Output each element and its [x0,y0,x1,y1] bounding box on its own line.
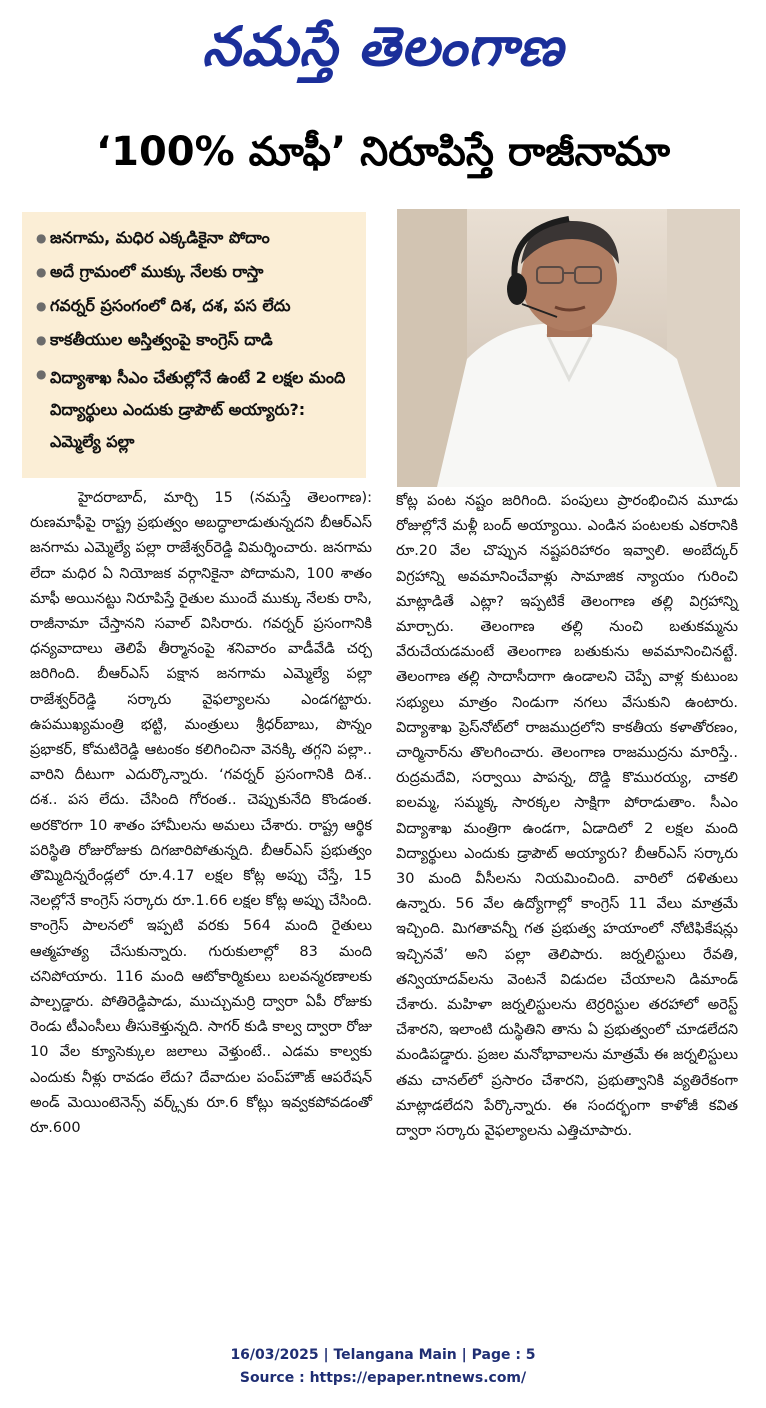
headline [0,112,766,192]
highlight-text: అదే గ్రామంలో ముక్కు నేలకు రాస్తా [50,262,264,281]
highlight-text: కాకతీయుల అస్తిత్వంపై కాంగ్రెస్ దాడి [50,330,273,349]
bullet-icon: ● [36,367,47,381]
highlight-text: విద్యాశాఖ సీఎం చేతుల్లోనే ఉంటే 2 లక్షల మంది విద్యార్థులు ఎందుకు డ్రాపౌట్ అయ్యారు?: ఎమ్మెల్యే పల్లా [50,368,346,451]
article-body-left: హైదరాబాద్, మార్చి 15 (నమస్తే తెలంగాణ): రుణమాఫీపై రాష్ట్ర ప్రభుత్వం అబద్ధాలాడుతున్నదని బీఆర్ఎస్ జనగామ ఎమ్మెల్యే పల్లా రాజేశ్వర్‌రెడ్డి విమర్శించారు. జనగామ లేదా మధిర ఏ నియోజక వర్గానికైనా పోదామని, 100 శాతం మాఫీ అయినట్టు నిరూపిస్తే రైతుల ముందే ముక్కు నేలకు రాసి, రాజీనామా చేస్తానని సవాల్ విసిరారు. గవర్నర్ ప్రసంగానికి ధన్యవాదాలు తెలిపే తీర్మానంపై శనివారం వాడీవేడి చర్చ జరిగింది. బీఆర్ఎస్ పక్షాన జనగామ ఎమ్మెల్యే పల్లా రాజేశ్వర్‌రెడ్డి సర్కారు వైఫల్యాలను ఎండగట్టారు. ఉపముఖ్యమంత్రి భట్టి, మంత్రులు శ్రీధర్‌బాబు, పొన్నం ప్రభాకర్, కోమటిరెడ్డి ఆటంకం కలిగించినా వెనక్కి తగ్గని పల్లా.. వారిని దీటుగా ఎదుర్కొన్నారు. ‘గవర్నర్ ప్రసంగానికి దిశ.. దశ.. పస లేదు. చేసింది గోరంత.. చెప్పుకునేది కొండంత. అరకొరగా 10 శాతం హామీలను అమలు చేశారు. రాష్ట్ర ఆర్థిక పరిస్థితి రోజురోజుకు దిగజారిపోతున్నది. బీఆర్ఎస్ ప్రభుత్వం తొమ్మిదిన్నరేండ్లలో రూ.4.17 లక్షల కోట్ల అప్పు చేస్తే, 15 నెలల్లోనే కాంగ్రెస్ సర్కారు రూ.1.66 లక్షల కోట్ల అప్పు చేసింది. కాంగ్రెస్ పాలనలో ఇప్పటి వరకు 564 మంది రైతులు ఆత్మహత్య చేసుకున్నారు. గురుకులాల్లో 83 మంది చనిపోయారు. 116 మంది ఆటోకార్మికులు బలవన్మరణాలకు పాల్పడ్డారు. పోతిరెడ్డిపాడు, ముచ్చుమర్రి ద్వారా ఏపీ రోజుకు రెండు టీఎంసీలు తీసుకెళ్తున్నది. సాగర్ కుడి కాల్వ ద్వారా రోజు 10 వేల క్యూసెక్కుల జలాలు వెళ్తుంటే.. ఎడమ కాల్వకు ఎందుకు నీళ్లు రావడం లేదు? దేవాదుల పంప్‌హౌజ్ ఆపరేషన్ అండ్ మెయింటెనెన్స్ వర్క్స్‌కు రూ.6 కోట్లు ఇవ్వకపోవడంతో రూ.600 [30,490,372,1137]
highlight-item [36,260,358,284]
masthead [0,8,766,84]
speaker-photo [397,209,740,487]
masthead-title: నమస్తే తెలంగాణ [202,14,564,78]
speaker-photo-illustration [397,209,740,487]
bullet-icon: ● [36,265,47,279]
highlight-item [36,362,358,458]
highlight-text: గవర్నర్ ప్రసంగంలో దిశ, దశ, పస లేదు [50,296,291,315]
headline-text: ‘100% మాఫీ’ నిరూపిస్తే రాజీనామా [95,129,671,175]
highlight-text: జనగామ, మధిర ఎక్కడికైనా పోదాం [50,228,270,247]
bullet-icon: ● [36,231,47,245]
highlight-item [36,226,358,250]
highlights-box [22,212,366,478]
footer-source-line: Source : https://epaper.ntnews.com/ [239,1370,527,1386]
article-body-right: కోట్ల పంట నష్టం జరిగింది. పంపులు ప్రారంభించిన మూడు రోజుల్లోనే మళ్లీ బంద్ అయ్యాయి. ఎండిన పంటలకు ఎకరానికి రూ.20 వేల చొప్పున నష్టపరిహారం ఇవ్వాలి. అంబేద్కర్ విగ్రహాన్ని అవమానించేవాళ్లు సామాజిక న్యాయం గురించి మాట్లాడితే ఎట్లా? ఇప్పటికే తెలంగాణ తల్లి విగ్రహాన్ని మార్చారు. తెలంగాణ తల్లి నుంచి బతుకమ్మను వేరుచేయడమంటే తెలంగాణ బతుకును అవమానించినట్టే. తెలంగాణ తల్లి సాదాసీదాగా ఉండాలని చెప్పే వాళ్ల కుటుంబ సభ్యులు మాత్రం నిండుగా నగలు వేసుకుని ఉంటారు. విద్యాశాఖ ప్రెస్‌నోట్‌లో రాజముద్రలోని కాకతీయ కళాతోరణం, చార్మినార్‌ను తొలగించారు. తెలంగాణ రాజముద్రను మారిస్తే.. రుద్రమదేవి, సర్వాయి పాపన్న, దొడ్డి కొమురయ్య, చాకలి ఐలమ్మ, సమ్మక్క సారక్కల సాక్షిగా పోరాడుతాం. సీఎం విద్యాశాఖ మంత్రిగా ఉండగా, ఏడాదిలో 2 లక్షల మంది విద్యార్థులు ఎందుకు డ్రాపౌట్ అయ్యారు? బీఆర్ఎస్ సర్కారు 30 మంది వీసీలను నియమించింది. వారిలో దళితులు ఉన్నారు. 56 వేల ఉద్యోగాల్లో కాంగ్రెస్ 11 వేలు మాత్రమే ఇచ్చింది. మిగతావన్నీ గత ప్రభుత్వ హయాంలో నోటిఫికేషన్లు ఇచ్చినవే’ అని పల్లా తెలిపారు. జర్నలిస్టులు రేవతి, తన్వియాదవ్‌లను వెంటనే విడుదల చేయాలని డిమాండ్ చేశారు. మహిళా జర్నలిస్టులను టెర్రరిస్టుల తరహాలో అరెస్ట్ చేశారని, ఇలాంటి దుస్థితిని తాను ఏ ప్రభుత్వంలో చూడలేదని మండిపడ్డారు. ప్రజల మనోభావాలను మాత్రమే ఈ జర్నలిస్టులు తమ చానల్‌లో ప్రసారం చేశారని, ప్రభుత్వానికి వ్యతిరేకంగా మాట్లాడలేదని పేర్కొన్నారు. ఈ సందర్భంగా కాళోజీ కవిత ద్వారా సర్కారు వైఫల్యాలను ఎత్తిచూపారు. [396,493,738,1140]
highlight-item [36,294,358,318]
footer-edition-line: 16/03/2025 | Telangana Main | Page : 5 [230,1347,536,1363]
highlight-item [36,328,358,352]
bullet-icon: ● [36,333,47,347]
bullet-icon: ● [36,299,47,313]
